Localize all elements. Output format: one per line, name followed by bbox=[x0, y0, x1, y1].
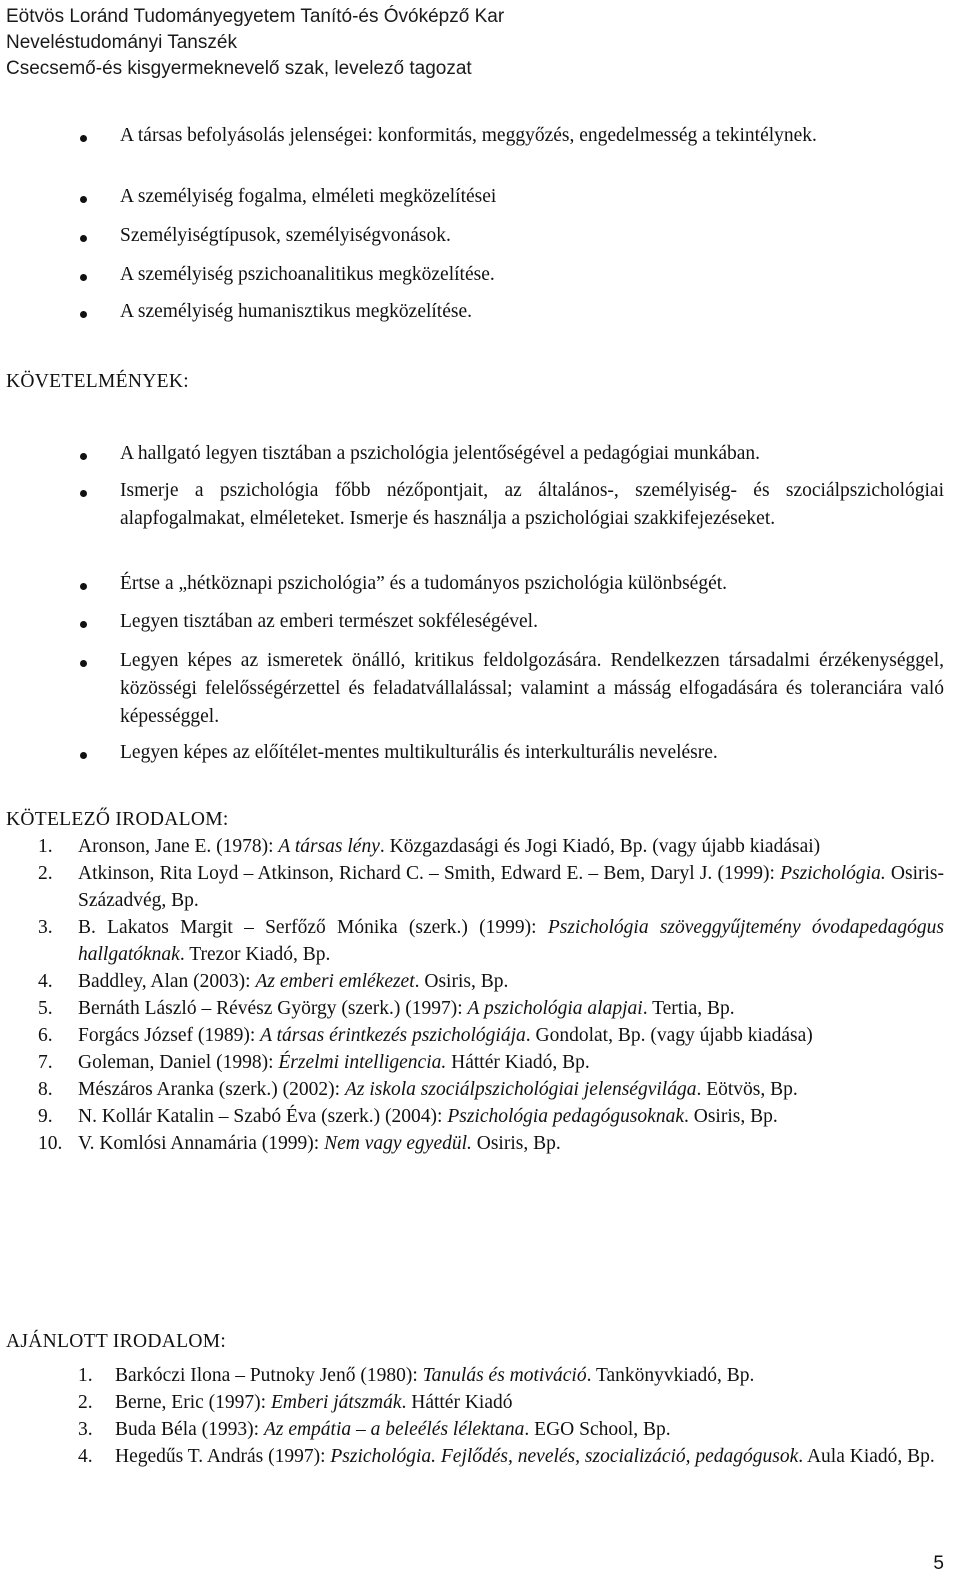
reference-title: A társas lény bbox=[278, 836, 380, 857]
bullet-icon bbox=[80, 235, 87, 242]
mandatory-heading: KÖTELEZŐ IRODALOM: bbox=[6, 809, 229, 830]
reference-publisher: . Háttér Kiadó bbox=[401, 1392, 513, 1413]
header-program: Csecsemő-és kisgyermeknevelő szak, levelező tagozat bbox=[6, 58, 472, 79]
reference-item bbox=[0, 1076, 960, 1103]
reference-title: Az iskola szociálpszichológiai jelenségvilága bbox=[344, 1079, 697, 1100]
reference-title: Tanulás és motiváció bbox=[422, 1365, 587, 1386]
bullet-icon bbox=[80, 453, 87, 460]
reference-number: 3. bbox=[78, 1419, 93, 1440]
reference-item bbox=[0, 968, 960, 995]
reference-authors: Baddley, Alan (2003): bbox=[78, 971, 256, 992]
reference-item bbox=[0, 1022, 960, 1049]
reference-number: 1. bbox=[78, 1365, 93, 1386]
requirements-list-cont bbox=[0, 570, 960, 598]
reference-authors: Mészáros Aranka (szerk.) (2002): bbox=[78, 1079, 345, 1100]
reference-item bbox=[0, 860, 960, 914]
reference-title: Pszichológia. bbox=[780, 863, 886, 884]
reference-authors: Barkóczi Ilona – Putnoky Jenő (1980): bbox=[115, 1365, 423, 1386]
list-item: Legyen képes az ismeretek önálló, kritikus feldolgozására. Rendelkezzen társadalmi érzékenységgel, közösségi felelősségérzettel és feladatvállalással; valamint a másság elfogadására és toleranciára való képességgel. bbox=[0, 647, 960, 731]
requirements-list bbox=[0, 440, 960, 468]
reference-authors: Forgács József (1989): bbox=[78, 1025, 261, 1046]
reference-number: 9. bbox=[38, 1106, 53, 1127]
reference-publisher: . Gondolat, Bp. (vagy újabb kiadása) bbox=[525, 1025, 813, 1046]
topic-list-cont bbox=[0, 261, 960, 289]
reference-number: 2. bbox=[38, 863, 53, 884]
reference-publisher: Osiris, Bp. bbox=[471, 1133, 561, 1154]
bullet-icon bbox=[80, 621, 87, 628]
reference-authors: B. Lakatos Margit – Serfőző Mónika (szerk.) (1999): bbox=[78, 917, 548, 938]
reference-publisher: . EGO School, Bp. bbox=[524, 1419, 671, 1440]
bullet-icon bbox=[80, 660, 87, 667]
reference-title: Az emberi emlékezet bbox=[255, 971, 415, 992]
reference-item bbox=[0, 1416, 960, 1443]
reference-item bbox=[0, 1130, 960, 1157]
reference-item bbox=[0, 914, 960, 968]
reference-authors: Hegedűs T. András (1997): bbox=[115, 1446, 331, 1467]
reference-number: 4. bbox=[78, 1446, 93, 1467]
reference-publisher: . Osiris, Bp. bbox=[414, 971, 509, 992]
reference-title: Érzelmi intelligencia. bbox=[278, 1052, 447, 1073]
bullet-icon bbox=[80, 490, 87, 497]
list-item: A személyiség humanisztikus megközelítése. bbox=[0, 298, 960, 326]
reference-number: 6. bbox=[38, 1025, 53, 1046]
reference-number: 8. bbox=[38, 1079, 53, 1100]
reference-item bbox=[0, 833, 960, 860]
reference-number: 7. bbox=[38, 1052, 53, 1073]
reference-publisher: . Tankönyvkiadó, Bp. bbox=[586, 1365, 755, 1386]
list-item: A hallgató legyen tisztában a pszichológia jelentőségével a pedagógiai munkában. bbox=[0, 440, 960, 468]
list-item: A társas befolyásolás jelenségei: konformitás, meggyőzés, engedelmesség a tekintélynek. bbox=[0, 122, 960, 150]
reference-item bbox=[0, 1389, 960, 1416]
reference-authors: Bernáth László – Révész György (szerk.) (1997): bbox=[78, 998, 468, 1019]
reference-item bbox=[0, 1443, 960, 1470]
recommended-heading: AJÁNLOTT IRODALOM: bbox=[6, 1331, 227, 1352]
requirements-heading: KÖVETELMÉNYEK: bbox=[6, 371, 189, 392]
reference-item bbox=[0, 995, 960, 1022]
bullet-icon bbox=[80, 583, 87, 590]
reference-number: 10. bbox=[38, 1133, 63, 1154]
reference-publisher: . Tertia, Bp. bbox=[642, 998, 735, 1019]
list-item: Legyen tisztában az emberi természet sokféleségével. bbox=[0, 608, 960, 636]
requirements-list-cont bbox=[0, 739, 960, 767]
topic-list-cont bbox=[0, 222, 960, 250]
topic-list bbox=[0, 122, 960, 150]
reference-item bbox=[0, 1049, 960, 1076]
reference-title: Pszichológia szöveggyűjtemény óvodapedagógus hallgatóknak bbox=[78, 917, 945, 965]
topic-list-cont bbox=[0, 183, 960, 211]
reference-publisher: . Osiris, Bp. bbox=[684, 1106, 778, 1127]
reference-title: Az empátia – a beleélés lélektana bbox=[263, 1419, 525, 1440]
reference-authors: V. Komlósi Annamária (1999): bbox=[78, 1133, 325, 1154]
reference-authors: Berne, Eric (1997): bbox=[115, 1392, 271, 1413]
reference-item bbox=[0, 1362, 960, 1389]
recommended-reading-list bbox=[0, 1362, 960, 1470]
reference-authors: N. Kollár Katalin – Szabó Éva (szerk.) (2004): bbox=[78, 1106, 448, 1127]
reference-publisher: . Közgazdasági és Jogi Kiadó, Bp. (vagy újabb kiadásai) bbox=[379, 836, 821, 857]
bullet-icon bbox=[80, 196, 87, 203]
reference-publisher: . Eötvös, Bp. bbox=[696, 1079, 798, 1100]
requirements-list-cont bbox=[0, 477, 960, 533]
list-item: A személyiség fogalma, elméleti megközelítései bbox=[0, 183, 960, 211]
reference-title: Emberi játszmák bbox=[270, 1392, 402, 1413]
list-item: Legyen képes az előítélet-mentes multikulturális és interkulturális nevelésre. bbox=[0, 739, 960, 767]
reference-number: 3. bbox=[38, 917, 53, 938]
reference-publisher: Háttér Kiadó, Bp. bbox=[446, 1052, 590, 1073]
reference-number: 2. bbox=[78, 1392, 93, 1413]
requirements-list-cont bbox=[0, 647, 960, 731]
reference-publisher: Osiris-Századvég, Bp. bbox=[78, 863, 944, 911]
requirements-list-cont bbox=[0, 608, 960, 636]
reference-number: 4. bbox=[38, 971, 53, 992]
reference-title: Nem vagy egyedül. bbox=[324, 1133, 472, 1154]
reference-title: Pszichológia. Fejlődés, nevelés, szocializáció, pedagógusok bbox=[330, 1446, 799, 1467]
page-number: 5 bbox=[933, 1553, 944, 1574]
reference-authors: Buda Béla (1993): bbox=[115, 1419, 264, 1440]
reference-title: A pszichológia alapjai bbox=[467, 998, 643, 1019]
mandatory-reading-list bbox=[0, 833, 960, 1157]
reference-publisher: . Aula Kiadó, Bp. bbox=[798, 1446, 935, 1467]
header-institution: Eötvös Loránd Tudományegyetem Tanító-és Óvóképző Kar bbox=[6, 6, 505, 27]
list-item: Értse a „hétköznapi pszichológia” és a tudományos pszichológia különbségét. bbox=[0, 570, 960, 598]
reference-number: 1. bbox=[38, 836, 53, 857]
bullet-icon bbox=[80, 135, 87, 142]
reference-title: Pszichológia pedagógusoknak bbox=[447, 1106, 684, 1127]
list-item: Személyiségtípusok, személyiségvonások. bbox=[0, 222, 960, 250]
reference-authors: Atkinson, Rita Loyd – Atkinson, Richard C. – Smith, Edward E. – Bem, Daryl J. (1999): bbox=[78, 863, 781, 884]
reference-authors: Goleman, Daniel (1998): bbox=[78, 1052, 279, 1073]
topic-list-cont bbox=[0, 298, 960, 326]
reference-title: A társas érintkezés pszichológiája bbox=[260, 1025, 526, 1046]
bullet-icon bbox=[80, 752, 87, 759]
reference-number: 5. bbox=[38, 998, 53, 1019]
header-department: Neveléstudományi Tanszék bbox=[6, 32, 237, 53]
reference-item bbox=[0, 1103, 960, 1130]
document-header bbox=[6, 4, 504, 82]
reference-authors: Aronson, Jane E. (1978): bbox=[78, 836, 279, 857]
bullet-icon bbox=[80, 311, 87, 318]
list-item: Ismerje a pszichológia főbb nézőpontjait, az általános-, személyiség- és szociálpszichológiai alapfogalmakat, elméleteket. Ismerje és használja a pszichológiai szakkifejezéseket. bbox=[0, 477, 960, 533]
bullet-icon bbox=[80, 274, 87, 281]
list-item: A személyiség pszichoanalitikus megközelítése. bbox=[0, 261, 960, 289]
reference-publisher: . Trezor Kiadó, Bp. bbox=[179, 944, 331, 965]
